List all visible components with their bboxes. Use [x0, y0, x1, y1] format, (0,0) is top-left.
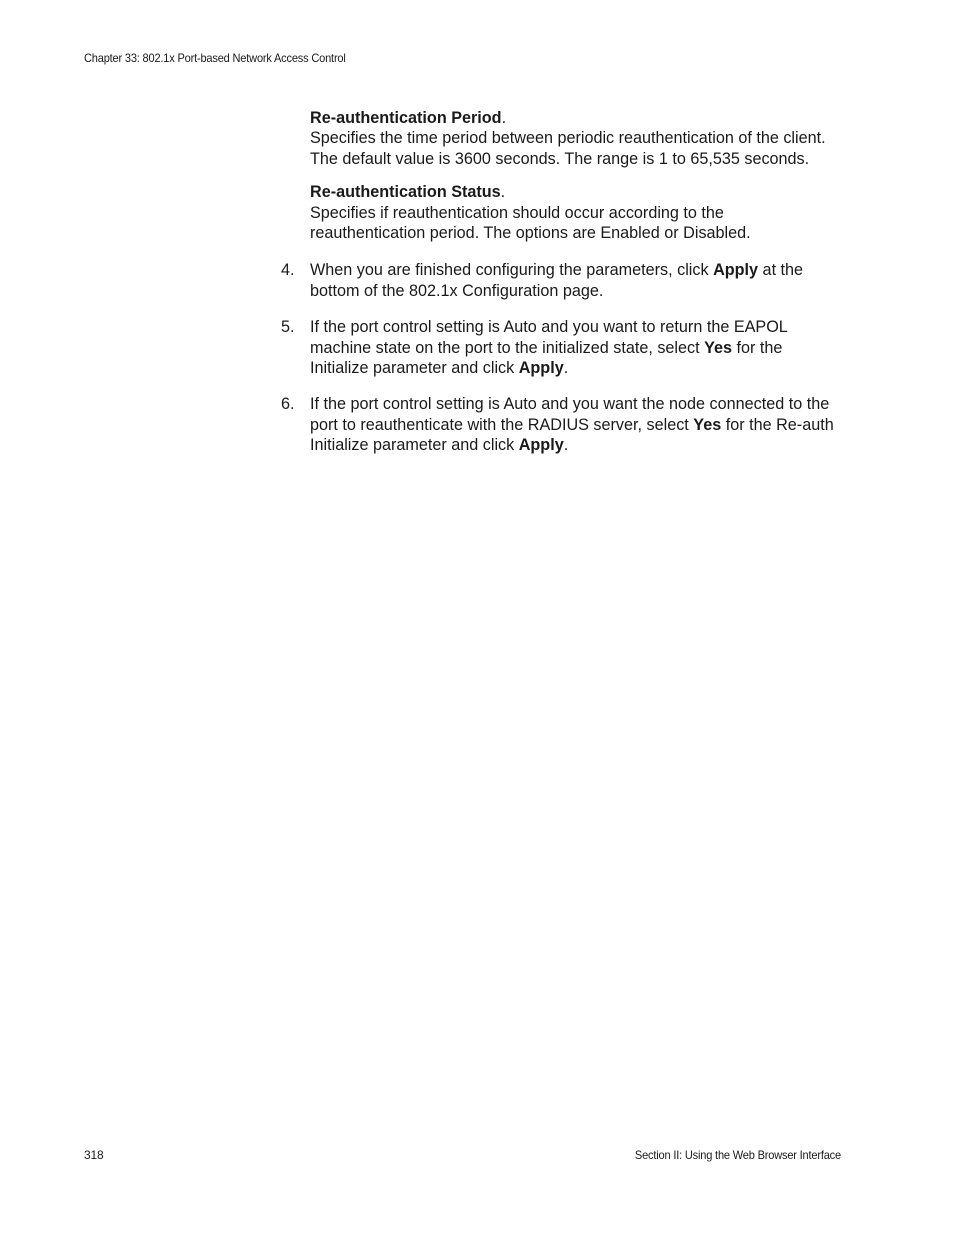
parameter-reauth-period: [310, 108, 840, 169]
parameter-title: Re-authentication Period.: [310, 109, 507, 127]
parameter-description: Specifies the time period between periodic reauthentication of the client. The default value is 3600 seconds. The range is 1 to 65,535 seconds.: [310, 129, 826, 168]
step-number: 6.: [281, 395, 295, 414]
step-number: 4.: [281, 261, 295, 280]
step-4: [281, 260, 840, 301]
running-footer-section: Section II: Using the Web Browser Interface: [634, 1148, 841, 1162]
running-header: Chapter 33: 802.1x Port-based Network Access Control: [84, 51, 346, 65]
procedure-steps: [0, 260, 954, 455]
step-text: When you are finished configuring the parameters, click Apply at the bottom of the 802.1x Configuration page.: [310, 261, 804, 300]
page-number: 318: [84, 1148, 104, 1162]
step-text: If the port control setting is Auto and you want the node connected to the port to reauthenticate with the RADIUS server, select Yes for the Re-auth Initialize parameter and click Apply.: [310, 395, 834, 455]
parameter-description: Specifies if reauthentication should occur according to the reauthentication period. The options are Enabled or Disabled.: [310, 203, 751, 243]
step-number: 5.: [281, 318, 295, 337]
step-6: [281, 394, 840, 455]
parameter-title: Re-authentication Status.: [310, 183, 506, 202]
parameter-reauth-status: [310, 182, 840, 243]
step-text: If the port control setting is Auto and you want to return the EAPOL machine state on the port to the initialized state, select Yes for the Initialize parameter and click Apply.: [310, 318, 788, 378]
page-content: [0, 108, 954, 472]
step-5: [281, 317, 840, 378]
